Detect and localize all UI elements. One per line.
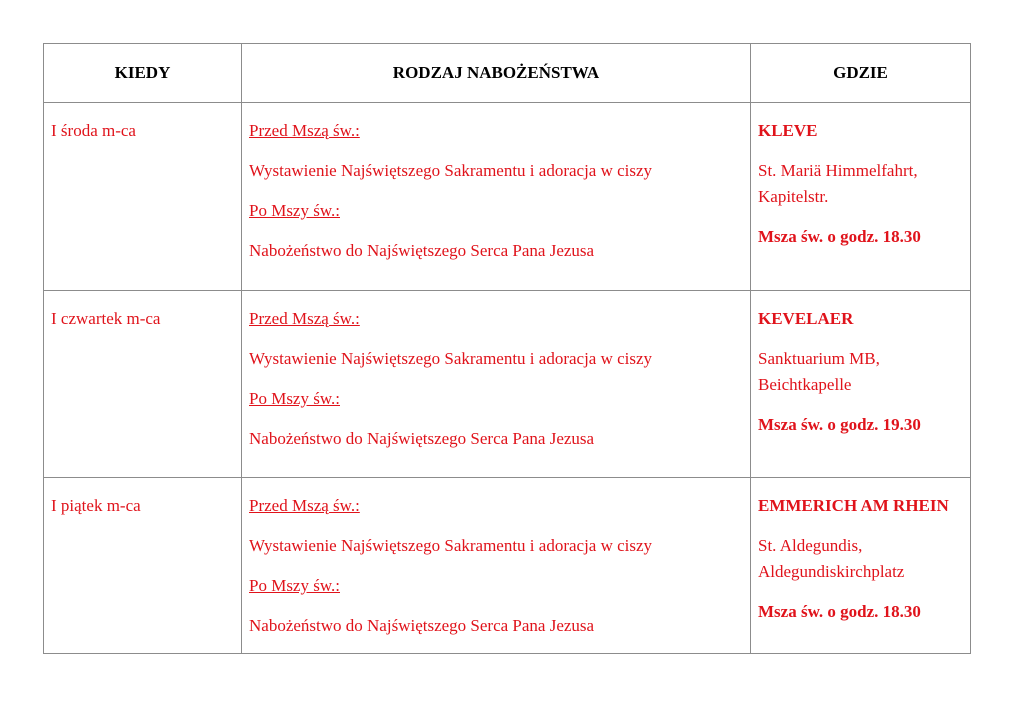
table-row (44, 478, 971, 654)
before-mass-label: Przed Mszą św.: (249, 309, 360, 328)
after-mass-text: Nabożeństwo do Najświętszego Serca Pana Jezusa (249, 241, 595, 260)
where-cell (751, 103, 971, 291)
before-mass-label: Przed Mszą św.: (249, 496, 360, 515)
church-address: Sanktuarium MB, Beichtkapelle (758, 349, 880, 394)
when-text: I środa m-ca (51, 121, 136, 140)
after-mass-label: Po Mszy św.: (249, 576, 340, 595)
header-service-type: RODZAJ NABOŻEŃSTWA (242, 44, 751, 103)
mass-time: Msza św. o godz. 19.30 (758, 415, 921, 434)
service-cell (242, 103, 751, 291)
when-cell (44, 103, 242, 291)
after-mass-label: Po Mszy św.: (249, 389, 340, 408)
when-cell (44, 291, 242, 478)
church-address: St. Mariä Himmelfahrt, Kapitelstr. (758, 161, 918, 206)
after-mass-label: Po Mszy św.: (249, 201, 340, 220)
mass-time: Msza św. o godz. 18.30 (758, 602, 921, 621)
where-cell (751, 478, 971, 654)
city-name: KEVELAER (758, 309, 854, 328)
after-mass-text: Nabożeństwo do Najświętszego Serca Pana Jezusa (249, 429, 595, 448)
before-mass-text: Wystawienie Najświętszego Sakramentu i adoracja w ciszy (249, 536, 653, 555)
before-mass-text: Wystawienie Najświętszego Sakramentu i adoracja w ciszy (249, 161, 653, 180)
before-mass-label: Przed Mszą św.: (249, 121, 360, 140)
table-row (44, 103, 971, 291)
header-row (44, 44, 971, 103)
when-text: I piątek m-ca (51, 496, 141, 515)
church-address: St. Aldegundis, Aldegundiskirchplatz (758, 536, 905, 581)
service-cell (242, 478, 751, 654)
when-text: I czwartek m-ca (51, 309, 161, 328)
before-mass-text: Wystawienie Najświętszego Sakramentu i adoracja w ciszy (249, 349, 653, 368)
service-cell (242, 291, 751, 478)
mass-time: Msza św. o godz. 18.30 (758, 227, 921, 246)
table-row (44, 291, 971, 478)
when-cell (44, 478, 242, 654)
header-where: GDZIE (751, 44, 971, 103)
city-name: KLEVE (758, 121, 818, 140)
where-cell (751, 291, 971, 478)
header-when: KIEDY (44, 44, 242, 103)
after-mass-text: Nabożeństwo do Najświętszego Serca Pana Jezusa (249, 616, 595, 635)
city-name: EMMERICH AM RHEIN (758, 496, 949, 515)
schedule-table (43, 43, 971, 654)
